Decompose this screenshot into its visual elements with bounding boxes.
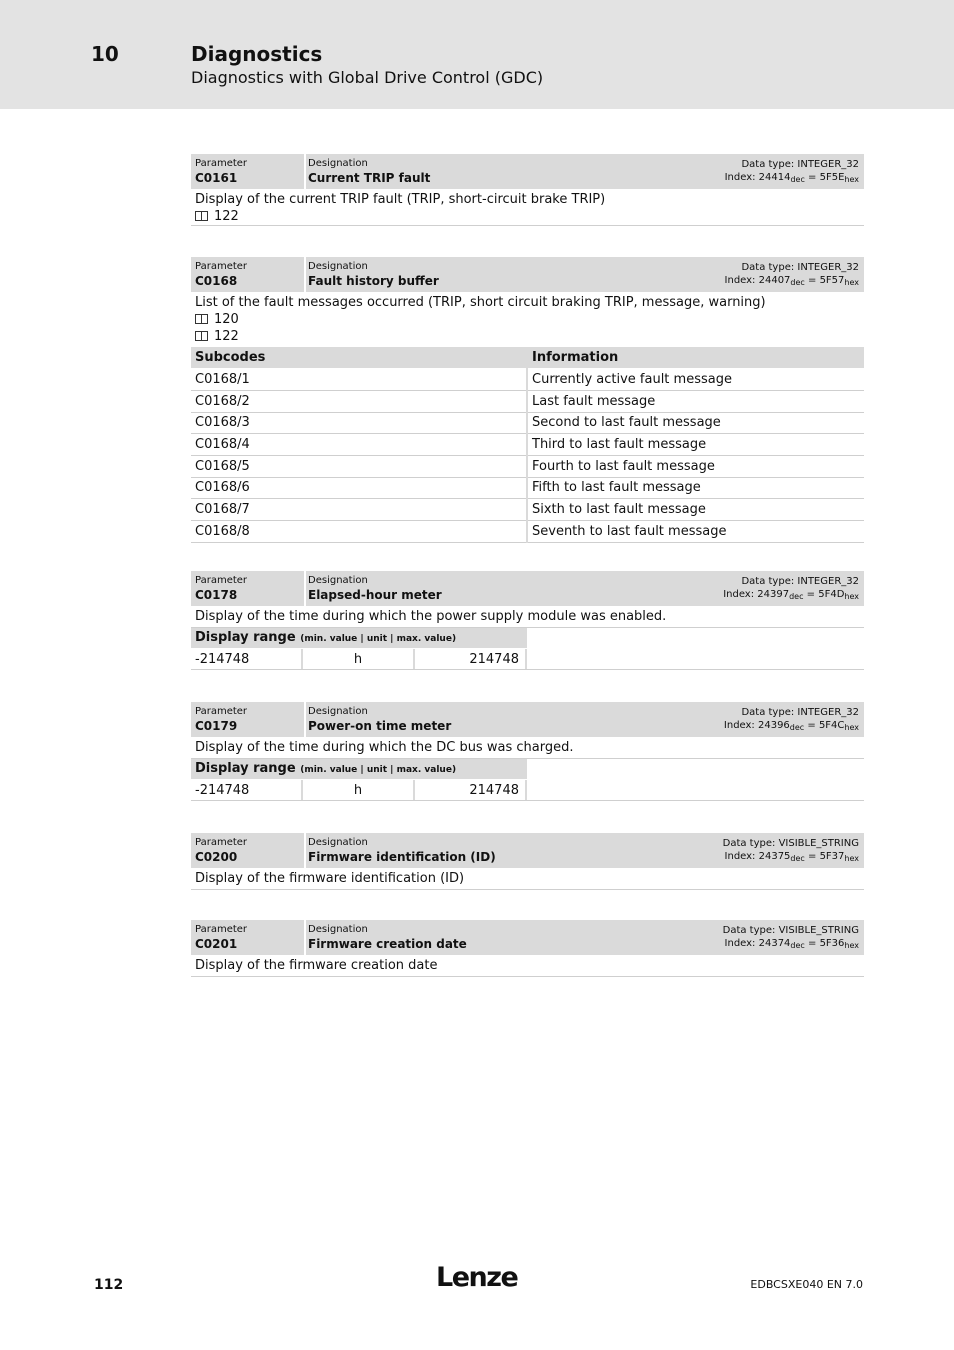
display-range-label: Display range <box>195 630 296 645</box>
designation-label: Designation <box>308 706 368 717</box>
parameter-label: Parameter <box>195 924 248 935</box>
designation-label: Designation <box>308 158 368 169</box>
parameter-designation: Firmware creation date <box>308 937 467 951</box>
data-type: Data type: INTEGER_32 <box>741 707 859 718</box>
parameter-label: Parameter <box>195 261 248 272</box>
range-unit: h <box>303 649 415 669</box>
data-type: Data type: VISIBLE_STRING <box>722 925 859 936</box>
chapter-title: Diagnostics <box>191 42 323 66</box>
parameter-description-row <box>191 868 864 890</box>
parameter-code: C0201 <box>195 937 238 951</box>
information-cell: Fourth to last fault message <box>527 455 864 477</box>
subcode-cell: C0168/7 <box>191 499 527 521</box>
parameter-description: List of the fault messages occurred (TRIP, short circuit braking TRIP, message, warning) <box>195 295 766 310</box>
index-info: Index: $24407_{dec} = 5F57_{hex}$ <box>724 275 859 287</box>
data-type-info <box>723 837 859 865</box>
subcode-cell: C0168/4 <box>191 434 527 456</box>
index-info: Index: $24396_{dec} = 5F4C_{hex}$ <box>723 720 859 732</box>
subcode-cell: C0168/8 <box>191 521 527 543</box>
data-type-info <box>723 924 859 952</box>
designation-label: Designation <box>308 837 368 848</box>
data-type-info <box>725 158 859 186</box>
parameter-block-c0161 <box>191 154 864 226</box>
chapter-number: 10 <box>91 42 119 66</box>
range-max-value: 214748 <box>415 780 527 800</box>
subcodes-table <box>191 347 864 543</box>
display-range-hint: (min. value | unit | max. value) <box>300 765 457 775</box>
page-reference-link[interactable]: 122 <box>195 328 864 345</box>
information-cell: Seventh to last fault message <box>527 521 864 543</box>
parameter-code: C0179 <box>195 719 238 733</box>
data-type-info <box>725 261 859 289</box>
information-cell: Sixth to last fault message <box>527 499 864 521</box>
information-cell: Second to last fault message <box>527 412 864 434</box>
parameter-designation: Power-on time meter <box>308 719 452 733</box>
designation-label: Designation <box>308 924 368 935</box>
parameter-designation: Current TRIP fault <box>308 171 431 185</box>
parameter-designation: Firmware identification (ID) <box>308 850 496 864</box>
information-cell: Last fault message <box>527 390 864 412</box>
designation-label: Designation <box>308 575 368 586</box>
table-row <box>191 499 864 521</box>
book-icon <box>195 314 208 324</box>
index-info: Index: $24375_{dec} = 5F37_{hex}$ <box>724 851 859 863</box>
table-row <box>191 455 864 477</box>
subcode-cell: C0168/5 <box>191 455 527 477</box>
lenze-logo: Lenze <box>436 1262 518 1293</box>
parameter-header <box>191 154 864 189</box>
table-row <box>191 434 864 456</box>
parameter-description-row <box>191 737 864 759</box>
data-type: Data type: VISIBLE_STRING <box>722 838 859 849</box>
table-row <box>191 390 864 412</box>
parameter-block-c0178 <box>191 571 864 670</box>
subcode-cell: C0168/3 <box>191 412 527 434</box>
table-row <box>191 521 864 543</box>
range-min-value: -214748 <box>191 649 303 669</box>
parameter-label: Parameter <box>195 837 248 848</box>
parameter-label: Parameter <box>195 158 248 169</box>
information-cell: Currently active fault message <box>527 369 864 391</box>
display-range-row <box>191 649 864 670</box>
information-cell: Fifth to last fault message <box>527 477 864 499</box>
subcode-cell: C0168/1 <box>191 369 527 391</box>
display-range-header <box>191 759 864 780</box>
subcodes-header: Subcodes <box>191 347 527 369</box>
table-row <box>191 477 864 499</box>
parameter-description: Display of the current TRIP fault (TRIP, short-circuit brake TRIP) <box>195 192 606 207</box>
parameter-block-c0179 <box>191 702 864 801</box>
range-unit: h <box>303 780 415 800</box>
parameter-block-c0200 <box>191 833 864 890</box>
subcode-cell: C0168/2 <box>191 390 527 412</box>
data-type: Data type: INTEGER_32 <box>741 262 859 273</box>
parameter-header <box>191 833 864 868</box>
page-header <box>0 0 954 109</box>
display-range-row <box>191 780 864 801</box>
information-header: Information <box>527 347 864 369</box>
data-type: Data type: INTEGER_32 <box>741 576 859 587</box>
document-id: EDBCSXE040 EN 7.0 <box>750 1278 863 1291</box>
parameter-header <box>191 571 864 606</box>
table-row <box>191 369 864 391</box>
parameter-description: Display of the time during which the power supply module was enabled. <box>195 609 667 624</box>
parameter-description-row <box>191 292 864 347</box>
display-range-label: Display range <box>195 761 296 776</box>
parameter-code: C0161 <box>195 171 238 185</box>
page-reference-link[interactable]: 120 <box>195 311 864 328</box>
information-cell: Third to last fault message <box>527 434 864 456</box>
parameter-description-row <box>191 955 864 977</box>
parameter-code: C0200 <box>195 850 238 864</box>
designation-label: Designation <box>308 261 368 272</box>
parameter-block-c0201 <box>191 920 864 977</box>
parameter-designation: Fault history buffer <box>308 274 439 288</box>
parameter-code: C0178 <box>195 588 238 602</box>
page-reference-link[interactable]: 122 <box>195 208 864 225</box>
book-icon <box>195 331 208 341</box>
display-range-header <box>191 628 864 649</box>
table-header-row <box>191 347 864 369</box>
table-row <box>191 412 864 434</box>
parameter-description: Display of the firmware creation date <box>195 958 438 973</box>
subcode-cell: C0168/6 <box>191 477 527 499</box>
book-icon <box>195 211 208 221</box>
index-info: Index: $24374_{dec} = 5F36_{hex}$ <box>724 938 859 950</box>
parameter-label: Parameter <box>195 575 248 586</box>
parameter-block-c0168 <box>191 257 864 543</box>
parameter-description: Display of the time during which the DC bus was charged. <box>195 740 574 755</box>
data-type-info <box>723 575 859 603</box>
parameter-designation: Elapsed-hour meter <box>308 588 442 602</box>
parameter-header <box>191 702 864 737</box>
parameter-header <box>191 920 864 955</box>
chapter-subtitle: Diagnostics with Global Drive Control (GDC) <box>191 68 544 87</box>
data-type: Data type: INTEGER_32 <box>741 159 859 170</box>
parameter-description-row <box>191 189 864 226</box>
parameter-description-row <box>191 606 864 628</box>
parameter-code: C0168 <box>195 274 238 288</box>
index-info: Index: $24414_{dec} = 5F5E_{hex}$ <box>724 172 859 184</box>
page-number: 112 <box>94 1277 124 1293</box>
parameter-header <box>191 257 864 292</box>
data-type-info <box>724 706 859 734</box>
parameter-description: Display of the firmware identification (ID) <box>195 871 465 886</box>
range-max-value: 214748 <box>415 649 527 669</box>
index-info: Index: $24397_{dec} = 5F4D_{hex}$ <box>723 589 859 601</box>
range-min-value: -214748 <box>191 780 303 800</box>
display-range-hint: (min. value | unit | max. value) <box>300 634 457 644</box>
parameter-label: Parameter <box>195 706 248 717</box>
